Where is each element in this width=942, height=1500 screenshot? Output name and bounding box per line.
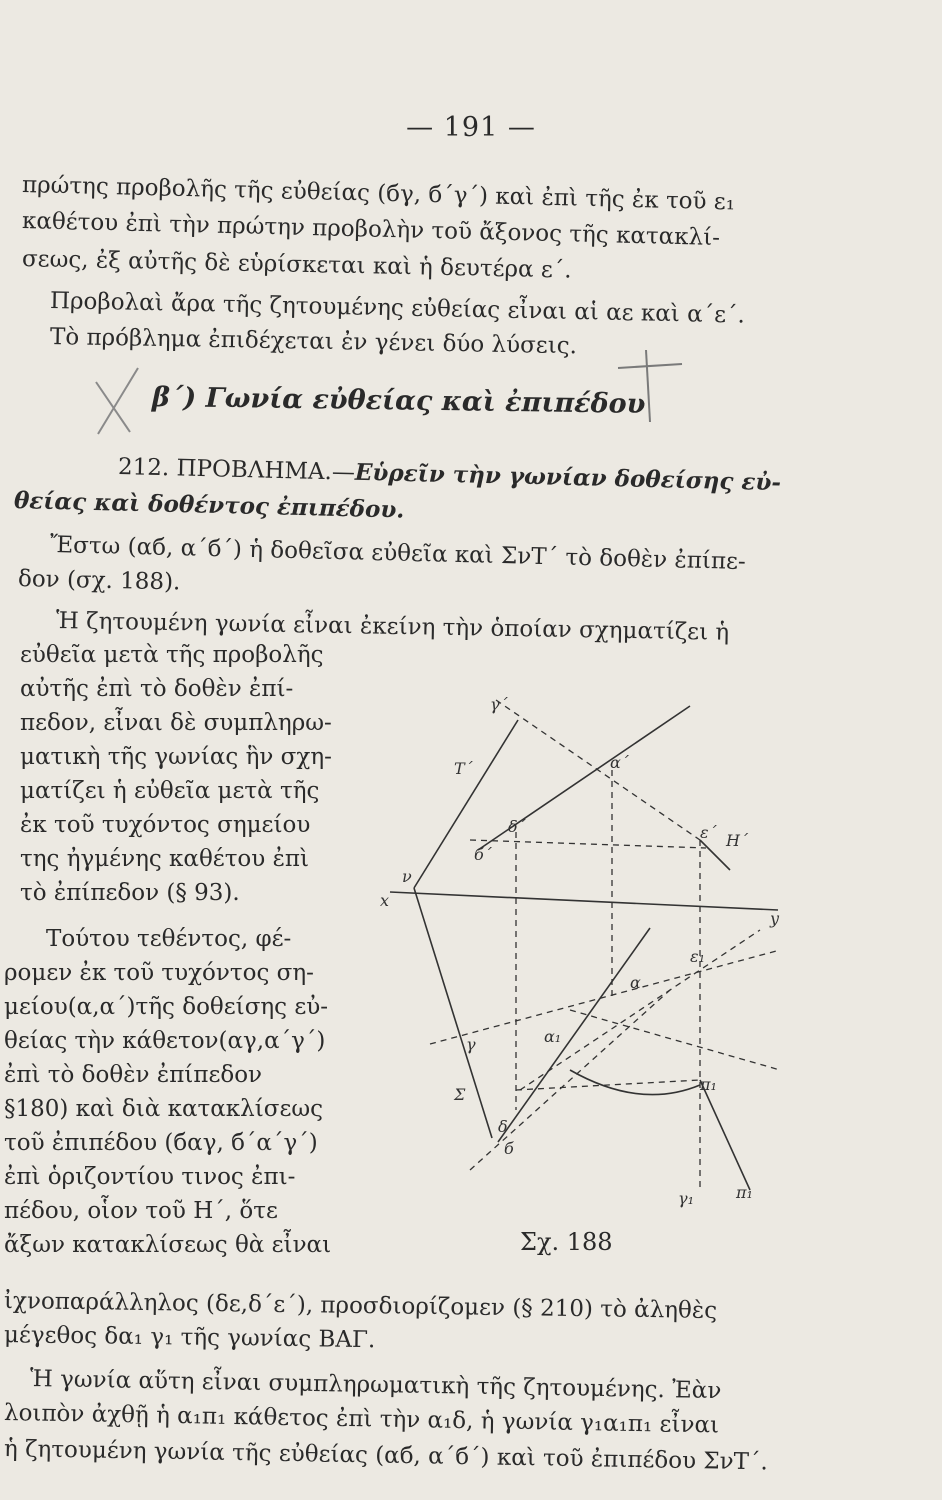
text-line: πρώτης προβολῆς τῆς εὐθείας (бγ, б΄γ΄) καὶ ἐπὶ τῆς ἐκ τοῦ ε₁ xyxy=(21,172,736,216)
label-H-prime: Η΄ xyxy=(726,831,748,850)
text-line: Προβολαὶ ἄρα τῆς ζητουμένης εὐθείας εἶναι αἱ αε καὶ α΄ε΄. xyxy=(49,288,746,329)
text-line: ἐπὶ τὸ δοθὲν ἐπίπεδον xyxy=(4,1062,263,1088)
text-line: ἐκ τοῦ τυχόντος σημείου xyxy=(20,812,311,838)
text-line: της ἠγμένης καθέτου ἐπὶ xyxy=(20,846,310,872)
text-line: ματικὴ τῆς γωνίας ἣν σχη- xyxy=(20,744,332,770)
text-line: καθέτου ἐπὶ τὴν πρώτην προβολὴν τοῦ ἄξονος τῆς κατακλί- xyxy=(21,208,721,252)
label-e1: ε₁ xyxy=(690,947,705,966)
text-line: Τὸ πρόβλημα ἐπιδέχεται ἐν γένει δύο λύσεις. xyxy=(49,324,578,360)
text-line: μείου(α,α΄)τῆς δοθείσης εὐ- xyxy=(4,994,329,1020)
label-nu: ν xyxy=(402,867,412,886)
text-line: δον (σχ. 188). xyxy=(17,566,181,596)
label-a: α xyxy=(630,973,641,992)
label-gamma1: γ₁ xyxy=(678,1189,694,1208)
text-line: ρομεν ἐκ τοῦ τυχόντος ση- xyxy=(4,960,314,986)
label-e-prime: ε΄ xyxy=(700,823,717,842)
label-x: x xyxy=(380,891,390,910)
text-line: ἡ ζητουμένη γωνία τῆς εὐθείας (αб, α΄б΄) καὶ τοῦ ἐπιπέδου ΣνΤ΄. xyxy=(3,1436,769,1476)
label-y: y xyxy=(770,909,780,928)
page-number: — 191 — xyxy=(406,112,536,143)
text-line: ἐπὶ ὁριζοντίου τινος ἐπι- xyxy=(4,1164,296,1190)
pencil-cross-mark xyxy=(88,360,148,440)
text-line: ἰχνοπαράλληλος (δε,δ΄ε΄), προσδιορίζομεν (§ 210) τὸ ἀληθὲς xyxy=(3,1288,718,1324)
problem-statement: Εὑρεῖν τὴν γωνίαν δοθείσης εὐ- xyxy=(354,458,782,497)
label-d-prime: δ΄ xyxy=(508,817,526,836)
label-gamma: γ xyxy=(466,1035,476,1054)
label-T-prime: Τ΄ xyxy=(454,759,473,778)
figure-188 xyxy=(370,670,790,1220)
problem-label: 212. ΠΡΟΒΛΗΜΑ.— xyxy=(117,454,356,486)
figure-caption: Σχ. 188 xyxy=(520,1228,613,1256)
text-line: Ἡ ζητουμένη γωνία εἶναι ἐκείνη τὴν ὁποίαν σχηματίζει ἡ xyxy=(55,608,730,646)
problem-line xyxy=(14,486,405,526)
text-line: πεδον, εἶναι δὲ συμπληρω- xyxy=(20,710,332,736)
text-line: τὸ ἐπίπεδον (§ 93). xyxy=(20,880,240,906)
text-line: ἄξων κατακλίσεως θὰ εἶναι xyxy=(4,1232,332,1258)
label-a-prime: α΄ xyxy=(610,753,629,772)
label-Sigma: Σ xyxy=(454,1085,466,1104)
label-delta: δ xyxy=(498,1117,508,1136)
text-line: μέγεθος δα₁ γ₁ τῆς γωνίας ΒΑΓ. xyxy=(3,1322,376,1354)
text-line: §180) καὶ διὰ κατακλίσεως xyxy=(4,1096,324,1122)
text-line: ματίζει ἡ εὐθεῖα μετὰ τῆς xyxy=(20,778,320,804)
label-b-prime: б΄ xyxy=(474,845,492,864)
label-n1: π₁ xyxy=(736,1183,753,1202)
label-gamma-prime: γ΄ xyxy=(490,695,508,714)
problem-statement: θείας καὶ δοθέντος ἐπιπέδου. xyxy=(13,487,405,524)
text-line: Τούτου τεθέντος, φέ- xyxy=(46,926,292,952)
label-pi1: π₁ xyxy=(700,1075,717,1094)
text-line: θείας τὴν κάθετον(αγ,α΄γ΄) xyxy=(4,1028,326,1054)
label-b: б xyxy=(504,1139,514,1158)
text-line: αὐτῆς ἐπὶ τὸ δοθὲν ἐπί- xyxy=(20,676,294,702)
text-line: Ἡ γωνία αὕτη εἶναι συμπληρωματικὴ τῆς ζητουμένης. Ἐὰν xyxy=(29,1366,722,1405)
section-heading: β΄) Γωνία εὐθείας καὶ ἐπιπέδου xyxy=(151,382,646,420)
text-line: τοῦ ἐπιπέδου (бαγ, б΄α΄γ΄) xyxy=(4,1130,318,1156)
label-a1: α₁ xyxy=(544,1027,562,1046)
text-line: πέδου, οἷον τοῦ Η΄, ὅτε xyxy=(4,1198,278,1224)
text-line: λοιπὸν ἀχθῇ ἡ α₁π₁ κάθετος ἐπὶ τὴν α₁δ, ἡ γωνία γ₁α₁π₁ εἶναι xyxy=(3,1400,720,1439)
text-line: σεως, ἐξ αὐτῆς δὲ εὑρίσκεται καὶ ἡ δευτέρα ε΄. xyxy=(21,246,572,284)
text-line: εὐθεῖα μετὰ τῆς προβολῆς xyxy=(20,642,324,668)
text-line: Ἔστω (αб, α΄б΄) ἡ δοθεῖσα εὐθεῖα καὶ ΣνΤ΄ τὸ δοθὲν ἐπίπε- xyxy=(49,532,747,575)
